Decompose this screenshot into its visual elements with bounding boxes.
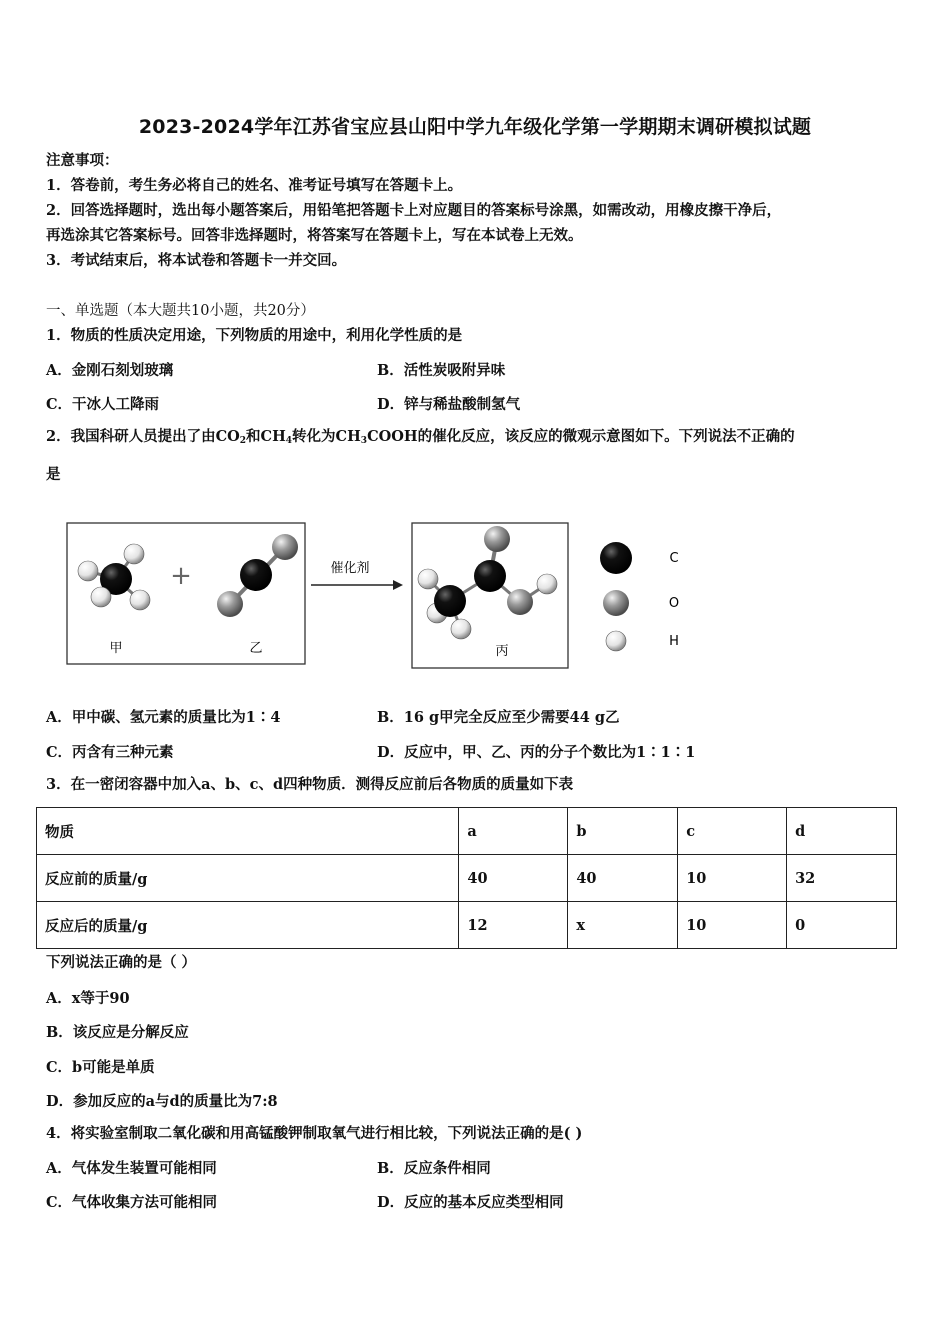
q2-stem-part3: 转化为 <box>292 428 336 445</box>
table-header-cell: a <box>459 808 568 855</box>
table-cell: 12 <box>459 902 568 949</box>
formula-co2-base: CO <box>215 428 240 445</box>
q1-option-a: A．金刚石刻划玻璃 <box>46 362 174 379</box>
section-heading: 一、单选题（本大题共10小题，共20分） <box>46 303 315 319</box>
q1-stem: 1．物质的性质决定用途，下列物质的用途中，利用化学性质的是 <box>46 327 463 344</box>
table-cell: x <box>568 902 678 949</box>
hydrogen-atom <box>78 561 98 581</box>
reaction-diagram <box>60 512 710 682</box>
legend-carbon-atom <box>600 542 632 574</box>
q2-option-d: D．反应中，甲、乙、丙的分子个数比为1∶1∶1 <box>377 744 696 761</box>
notice-item-3: 3．考试结束后，将本试卷和答题卡一并交回。 <box>46 252 347 269</box>
legend-label-h: H <box>669 634 679 649</box>
q2-stem-line2: 是 <box>46 466 61 483</box>
hydrogen-atom <box>130 590 150 610</box>
q1-option-d: D．锌与稀盐酸制氢气 <box>377 396 521 413</box>
molecule-bing <box>418 526 557 639</box>
notice-heading: 注意事项： <box>46 152 119 169</box>
molecule-jia <box>78 544 150 610</box>
q2-option-c: C．丙含有三种元素 <box>46 744 174 761</box>
carbon-atom <box>240 559 272 591</box>
q3-option-a: A．x等于90 <box>46 990 130 1007</box>
table-header-cell: c <box>678 808 787 855</box>
legend-oxygen-atom <box>603 590 629 616</box>
arrow-head <box>393 580 403 590</box>
plus-sign: + <box>170 561 192 591</box>
carbon-atom <box>434 585 466 617</box>
catalyst-label: 催化剂 <box>330 561 370 576</box>
table-cell: 0 <box>787 902 897 949</box>
hydrogen-atom <box>91 587 111 607</box>
hydrogen-atom <box>451 619 471 639</box>
table-row <box>37 902 897 949</box>
q4-option-c: C．气体收集方法可能相同 <box>46 1194 218 1211</box>
q2-stem-part4: 的催化反应，该反应的微观示意图如下。下列说法不正确的 <box>417 428 795 445</box>
carbon-atom <box>474 560 506 592</box>
formula-ch3cooh-base: CH <box>335 428 361 445</box>
table-cell: 10 <box>678 855 787 902</box>
formula-ch4-base: CH <box>260 428 286 445</box>
table-cell: 10 <box>678 902 787 949</box>
q4-option-a: A．气体发生装置可能相同 <box>46 1160 217 1177</box>
q2-option-a: A．甲中碳、氢元素的质量比为1∶4 <box>46 709 281 726</box>
page-title: 2023-2024学年江苏省宝应县山阳中学九年级化学第一学期期末调研模拟试题 <box>138 116 812 138</box>
table-cell: 反应前的质量/g <box>37 855 459 902</box>
q1-option-c: C．干冰人工降雨 <box>46 396 160 413</box>
label-jia: 甲 <box>109 641 123 656</box>
oxygen-atom <box>217 591 243 617</box>
table-cell: 32 <box>787 855 897 902</box>
formula-ch3cooh-tail: COOH <box>367 428 418 445</box>
formula-co2 <box>216 428 246 445</box>
formula-co2-sub: 2 <box>239 436 247 446</box>
table-header-cell: b <box>568 808 678 855</box>
notice-item-2-cont: 再选涂其它答案标号。回答非选择题时，将答案写在答题卡上，写在本试卷上无效。 <box>46 227 583 244</box>
table-header-row <box>37 808 897 855</box>
oxygen-atom <box>484 526 510 552</box>
table-cell: 40 <box>568 855 678 902</box>
table-header-cell: 物质 <box>37 808 459 855</box>
q3-option-d: D．参加反应的a与d的质量比为7:8 <box>46 1093 278 1110</box>
q2-stem-part1: 2．我国科研人员提出了由 <box>46 428 216 445</box>
legend-label-o: O <box>668 596 680 611</box>
notice-item-1: 1．答卷前，考生务必将自己的姓名、准考证号填写在答题卡上。 <box>46 177 463 194</box>
formula-ch3cooh <box>336 428 418 445</box>
molecule-yi <box>217 534 298 617</box>
legend-label-c: C <box>669 551 679 566</box>
legend-hydrogen-atom <box>606 631 626 651</box>
q4-option-b: B．反应条件相同 <box>377 1160 491 1177</box>
q3-stem: 3．在一密闭容器中加入a、b、c、d四种物质．测得反应前后各物质的质量如下表 <box>46 776 574 793</box>
q3-option-c: C．b可能是单质 <box>46 1059 155 1076</box>
mass-table <box>36 807 897 949</box>
label-bing: 丙 <box>495 644 509 659</box>
q2-option-b: B．16 g甲完全反应至少需要44 g乙 <box>377 709 620 726</box>
table-cell: 40 <box>459 855 568 902</box>
q4-option-d: D．反应的基本反应类型相同 <box>377 1194 564 1211</box>
table-cell: 反应后的质量/g <box>37 902 459 949</box>
q2-stem <box>46 427 795 447</box>
table-row <box>37 855 897 902</box>
notice-item-2: 2．回答选择题时，选出每小题答案后，用铅笔把答题卡上对应题目的答案标号涂黑，如需改动，用橡皮擦干净后， <box>46 202 782 219</box>
label-yi: 乙 <box>249 641 263 656</box>
q3-option-b: B．该反应是分解反应 <box>46 1024 189 1041</box>
hydrogen-atom <box>418 569 438 589</box>
table-header-cell: d <box>787 808 897 855</box>
q4-stem: 4．将实验室制取二氧化碳和用高锰酸钾制取氧气进行相比较，下列说法正确的是( ) <box>46 1125 583 1142</box>
hydrogen-atom <box>124 544 144 564</box>
hydrogen-atom <box>537 574 557 594</box>
q3-question: 下列说法正确的是（ ） <box>46 954 197 971</box>
q1-option-b: B．活性炭吸附异味 <box>377 362 506 379</box>
q2-stem-part2: 和 <box>246 428 261 445</box>
formula-ch4 <box>261 428 293 445</box>
formula-ch4-sub: 4 <box>285 436 293 446</box>
formula-ch3cooh-sub: 3 <box>360 436 368 446</box>
oxygen-atom <box>272 534 298 560</box>
oxygen-atom <box>507 589 533 615</box>
